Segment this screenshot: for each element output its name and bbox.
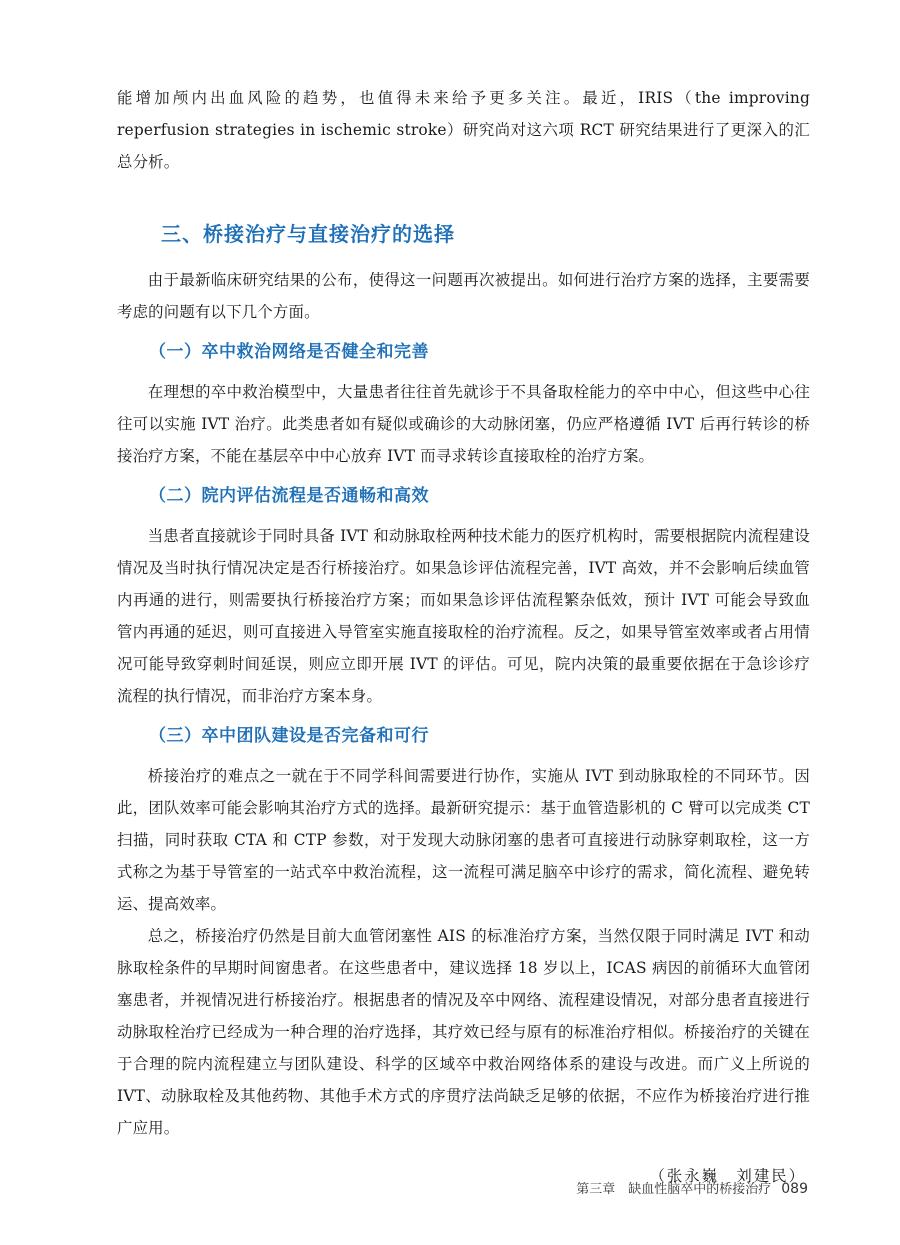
conclusion-paragraph: 总之，桥接治疗仍然是目前大血管闭塞性 AIS 的标准治疗方案，当然仅限于同时满足 IVT 和动脉取栓条件的早期时间窗患者。在这些患者中，建议选择 18 岁以上，ICAS 病因的前循环大血管闭塞患者，并视情况进行桥接治疗。根据患者的情况及卒中网络、流程建设情况，对部分患者直接进行动脉取栓治疗已经成为一种合理的治疗选择，其疗效已经与原有的标准治疗相似。桥接治疗的关键在于合理的院内流程建立与团队建设、科学的区域卒中救治网络体系的建设与改进。而广义上所说的 IVT、动脉取栓及其他药物、其他手术方式的序贯疗法尚缺乏足够的依据，不应作为桥接治疗进行推广应用。 (117, 927, 810, 1137)
page-number: 089 (781, 1181, 808, 1197)
subsection-3-paragraph: 桥接治疗的难点之一就在于不同学科间需要进行协作，实施从 IVT 到动脉取栓的不同环节。因此，团队效率可能会影响其治疗方式的选择。最新研究提示：基于血管造影机的 C 臂可以完成类 CT 扫描，同时获取 CTA 和 CTP 参数，对于发现大动脉闭塞的患者可直接进行动脉穿刺取栓，这一方式称之为基于导管室的一站式卒中救治流程，这一流程可满足脑卒中诊疗的需求，简化流程、避免转运、提高效率。 (117, 767, 810, 913)
intro-paragraph: 能增加颅内出血风险的趋势，也值得未来给予更多关注。最近，IRIS（the improving reperfusion strategies in ischemic stroke）研究尚对这六项 RCT 研究结果进行了更深入的汇总分析。 (117, 89, 810, 171)
footer-chapter-title: 第三章 缺血性脑卒中的桥接治疗 (576, 1182, 772, 1197)
page-content (117, 82, 810, 1192)
subsection-2-title: （二）院内评估流程是否通畅和高效 (149, 486, 429, 506)
author-credit: （张永巍 刘建民） (649, 1167, 806, 1185)
subsection-1-title: （一）卒中救治网络是否健全和完善 (149, 342, 429, 362)
subsection-1-paragraph: 在理想的卒中救治模型中，大量患者往往首先就诊于不具备取栓能力的卒中中心，但这些中心往往可以实施 IVT 治疗。此类患者如有疑似或确诊的大动脉闭塞，仍应严格遵循 IVT 后再行转诊的桥接治疗方案，不能在基层卒中中心放弃 IVT 而寻求转诊直接取栓的治疗方案。 (117, 383, 810, 465)
subsection-2-paragraph: 当患者直接就诊于同时具备 IVT 和动脉取栓两种技术能力的医疗机构时，需要根据院内流程建设情况及当时执行情况决定是否行桥接治疗。如果急诊评估流程完善，IVT 高效，并不会影响后续血管内再通的进行，则需要执行桥接治疗方案；而如果急诊评估流程繁杂低效，预计 IVT 可能会导致血管内再通的延迟，则可直接进入导管室实施直接取栓的治疗流程。反之，如果导管室效率或者占用情况可能导致穿刺时间延误，则应立即开展 IVT 的评估。可见，院内决策的最重要依据在于急诊诊疗流程的执行情况，而非治疗方案本身。 (117, 527, 810, 705)
subsection-3-title: （三）卒中团队建设是否完备和可行 (149, 726, 429, 746)
page-footer (576, 1178, 808, 1197)
section-intro-paragraph: 由于最新临床研究结果的公布，使得这一问题再次被提出。如何进行治疗方案的选择，主要需要考虑的问题有以下几个方面。 (117, 271, 810, 321)
section-title: 三、桥接治疗与直接治疗的选择 (161, 222, 455, 246)
